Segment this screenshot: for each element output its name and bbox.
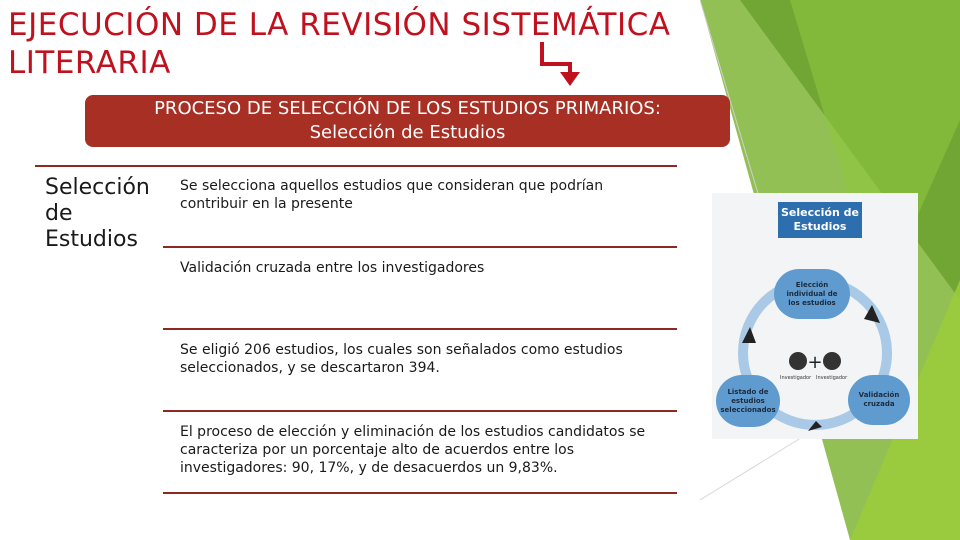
banner-line-1: PROCESO DE SELECCIÓN DE LOS ESTUDIOS PRIMARIOS:	[154, 98, 661, 119]
person-label-left: Investigador	[780, 375, 812, 381]
red-arrow-icon	[530, 40, 590, 88]
divider	[163, 492, 677, 494]
diagram-title: Selección de Estudios	[778, 202, 862, 238]
svg-text:+: +	[807, 352, 823, 373]
banner-line-2: Selección de Estudios	[309, 122, 506, 143]
selection-cycle-diagram	[712, 193, 918, 439]
node-validación: Validación cruzada	[848, 375, 910, 425]
list-item: El proceso de elección y eliminación de los estudios candidatos se caracteriza por un porcentaje alto de acuerdos entre los investigadores: 90, 17%, y de desacuerdos un 9,83%.	[180, 424, 646, 476]
section-label: Selección de Estudios	[45, 175, 150, 252]
list-item: Validación cruzada entre los investigadores	[180, 260, 485, 276]
divider	[163, 328, 677, 330]
node-elección: Elección individual de los estudios	[774, 269, 850, 319]
divider	[163, 246, 677, 248]
person-label-right: Investigador	[816, 375, 848, 381]
divider	[163, 410, 677, 412]
node-listado: Listado de estudios seleccionados	[716, 375, 780, 427]
slide-title: EJECUCIÓN DE LA REVISIÓN SISTEMÁTICA LITERARIA	[8, 7, 671, 81]
list-item: Se selecciona aquellos estudios que consideran que podrían contribuir en la presente	[180, 178, 604, 212]
divider	[35, 165, 677, 167]
process-banner	[85, 95, 730, 147]
list-item: Se eligió 206 estudios, los cuales son señalados como estudios seleccionados, y se descartaron 394.	[180, 342, 623, 376]
